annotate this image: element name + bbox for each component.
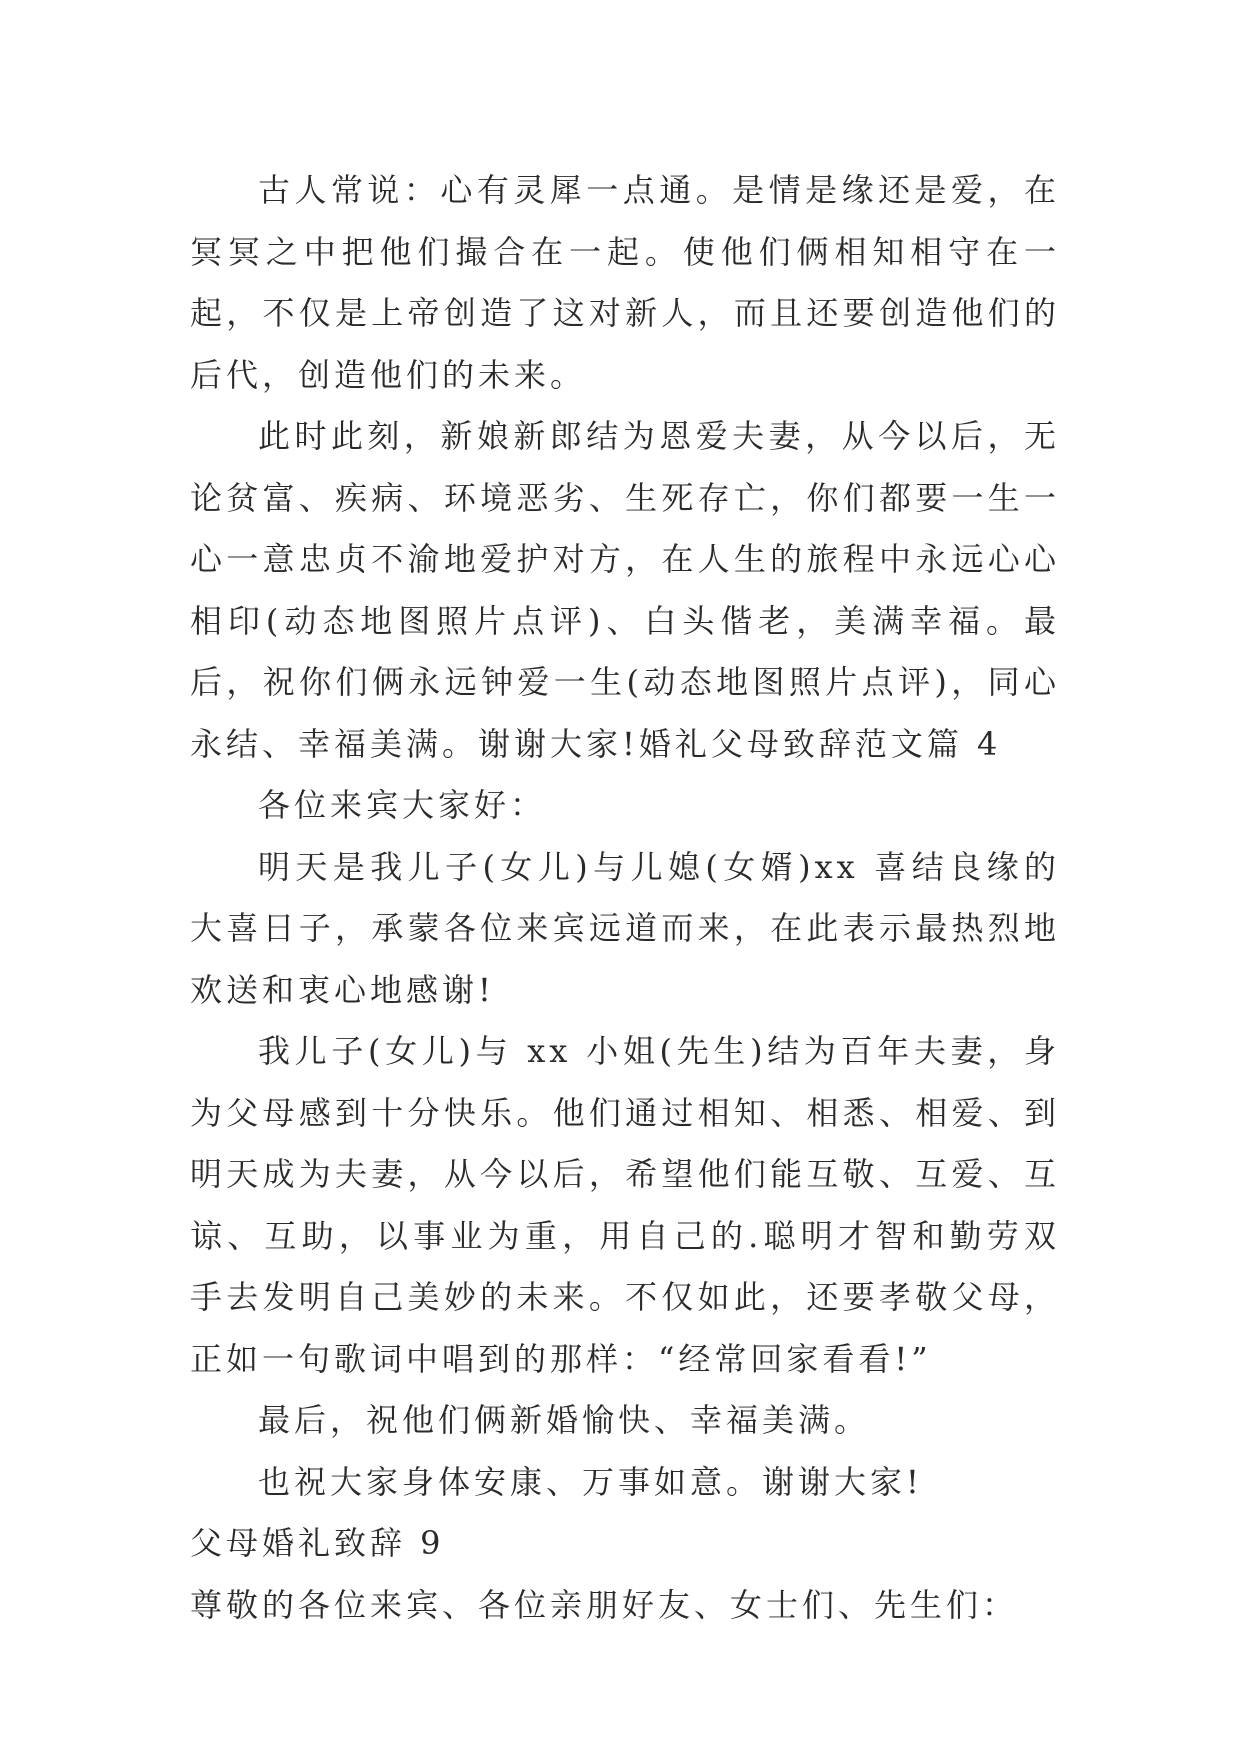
paragraph: 明天是我儿子(女儿)与儿媳(女婿)xx 喜结良缘的大喜日子，承蒙各位来宾远道而来，在此表示最热烈地欢送和衷心地感谢! (190, 847, 1060, 1009)
paragraph: 也祝大家身体安康、万事如意。谢谢大家! (258, 1462, 923, 1501)
salutation: 尊敬的各位来宾、各位亲朋好友、女士们、先生们： (190, 1585, 1019, 1624)
paragraph: 我儿子(女儿)与 xx 小姐(先生)结为百年夫妻，身为父母感到十分快乐。他们通过相知、相悉、相爱、到明天成为夫妻，从今以后，希望他们能互敬、互爱、互谅、互助，以事业为重，用自己的.聪明才智和勤劳双手去发明自己美妙的未来。不仅如此，还要孝敬父母，正如一句歌词中唱到的那样：“经常回家看看!” (190, 1032, 1060, 1378)
paragraph: 此时此刻，新娘新郎结为恩爱夫妻，从今以后，无论贫富、疾病、环境恶劣、生死存亡，你们都要一生一心一意忠贞不渝地爱护对方，在人生的旅程中永远心心相印(动态地图照片点评)、白头偕老，美满幸福。最后，祝你们俩永远钟爱一生(动态地图照片点评)，同心永结、幸福美满。谢谢大家!婚礼父母致辞范文篇 4 (190, 417, 1060, 763)
paragraph: 最后，祝他们俩新婚愉快、幸福美满。 (258, 1401, 871, 1439)
paragraph: 古人常说：心有灵犀一点通。是情是缘还是爱，在冥冥之中把他们撮合在一起。使他们俩相知相守在一起，不仅是上帝创造了这对新人，而且还要创造他们的后代，创造他们的未来。 (190, 171, 1060, 394)
document-body (190, 160, 1060, 1636)
section-heading: 父母婚礼致辞 9 (190, 1524, 445, 1562)
paragraph: 各位来宾大家好： (258, 786, 547, 824)
